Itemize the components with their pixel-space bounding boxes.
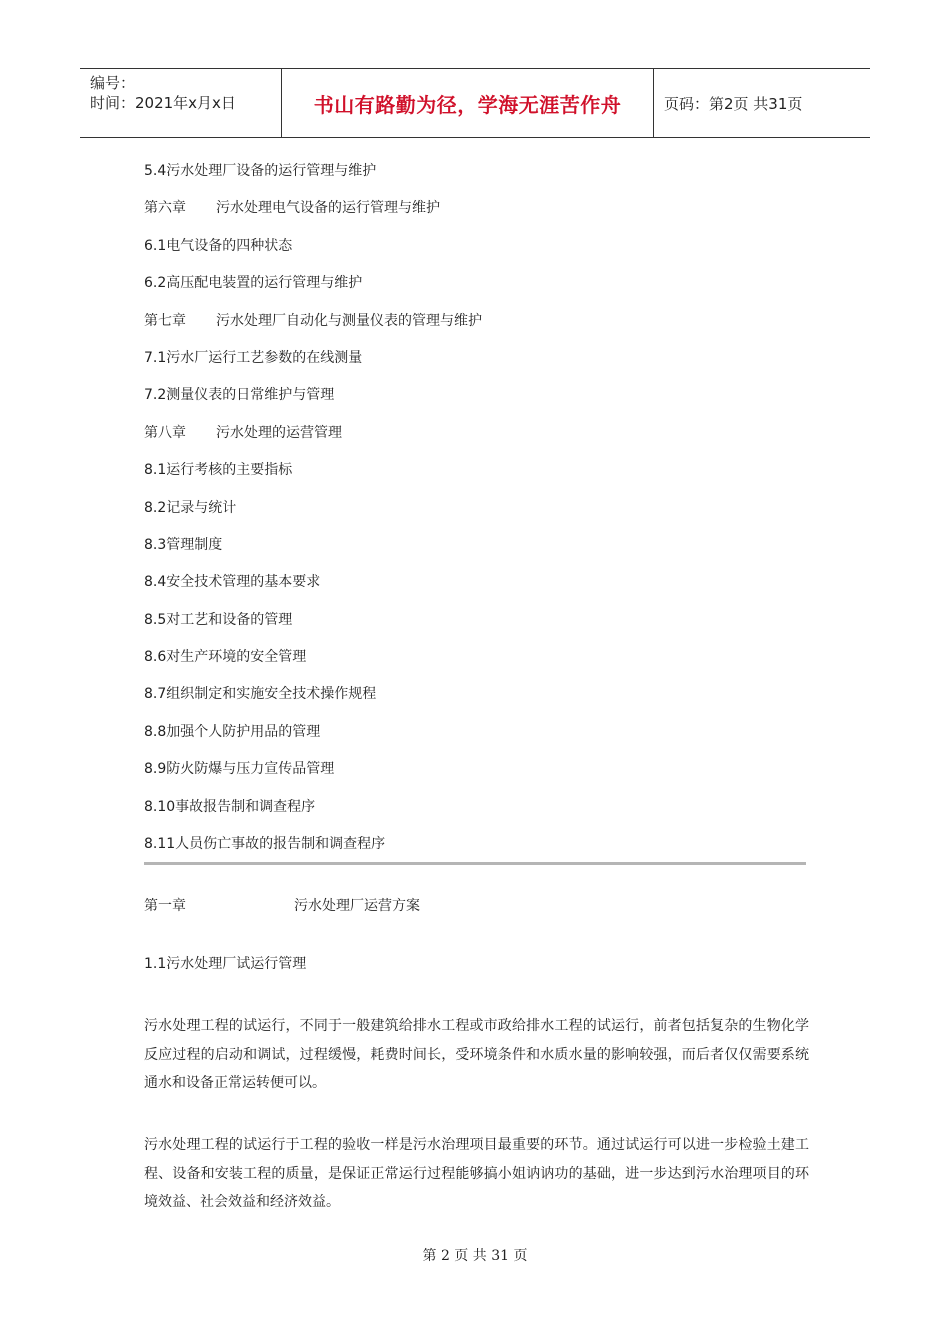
toc-item-text: 事故报告制和调查程序	[175, 798, 316, 815]
section-title: 污水处理厂试运行管理	[166, 956, 307, 972]
toc-item	[144, 570, 814, 607]
toc-item	[144, 608, 814, 645]
table-of-contents	[144, 159, 814, 869]
toc-item-text: 管理制度	[166, 536, 223, 553]
body-paragraph: 污水处理工程的试运行于工程的验收一样是污水治理项目最重要的环节。通过试运行可以进一步检验土建工程、设备和安装工程的质量，是保证正常运行过程能够搞小姐讷讷功的基础，进一步达到污水治理项目的环境效益、社会效益和经济效益。	[144, 1137, 809, 1210]
toc-item	[144, 383, 814, 420]
toc-item-number: 7.2	[144, 387, 167, 404]
toc-item-number: 8.10	[144, 798, 176, 815]
toc-chapter-label: 第八章	[144, 424, 186, 441]
toc-item-number: 8.9	[144, 761, 167, 778]
toc-item-text: 对生产环境的安全管理	[166, 649, 307, 666]
header-page-info: 页码：第2页 共31页	[664, 94, 803, 113]
toc-chapter-label: 第六章	[144, 200, 186, 217]
toc-item-text: 运行考核的主要指标	[166, 462, 293, 479]
toc-item-number: 8.5	[144, 611, 167, 628]
toc-item	[144, 533, 814, 570]
toc-item	[144, 795, 814, 832]
chapter-title: 污水处理厂运营方案	[294, 898, 420, 914]
toc-chapter	[144, 421, 814, 458]
toc-item-text: 高压配电装置的运行管理与维护	[166, 275, 363, 292]
toc-item-number: 8.3	[144, 536, 167, 553]
toc-item	[144, 720, 814, 757]
toc-item	[144, 645, 814, 682]
toc-chapter-label: 第七章	[144, 312, 186, 329]
toc-item-number: 8.11	[144, 836, 176, 853]
toc-item	[144, 458, 814, 495]
page-footer: 第 2 页 共 31 页	[422, 1248, 528, 1264]
toc-item-text: 记录与统计	[166, 499, 237, 516]
toc-item	[144, 346, 814, 383]
toc-item-number: 7.1	[144, 349, 167, 366]
toc-item-number: 5.4	[144, 163, 167, 179]
toc-item	[144, 271, 814, 308]
toc-item-number: 8.6	[144, 649, 167, 666]
toc-item-number: 8.7	[144, 686, 167, 703]
toc-item	[144, 757, 814, 794]
page-header	[80, 68, 870, 138]
toc-item-text: 组织制定和实施安全技术操作规程	[166, 686, 377, 703]
toc-item-text: 人员伤亡事故的报告制和调查程序	[175, 836, 386, 853]
toc-item-text: 污水厂运行工艺参数的在线测量	[166, 349, 363, 366]
chapter-label: 第一章	[144, 898, 186, 914]
toc-chapter-title: 污水处理的运营管理	[216, 424, 342, 441]
serial-label: 编号：	[90, 74, 136, 92]
toc-item-text: 测量仪表的日常维护与管理	[166, 387, 335, 404]
toc-item-text: 污水处理厂设备的运行管理与维护	[166, 163, 377, 179]
toc-item-number: 8.2	[144, 499, 167, 516]
section-heading	[144, 953, 809, 973]
toc-item-number: 8.8	[144, 723, 167, 740]
toc-item	[144, 159, 814, 196]
toc-chapter-title: 污水处理电气设备的运行管理与维护	[216, 200, 440, 217]
toc-item	[144, 682, 814, 719]
toc-item-number: 6.1	[144, 237, 167, 254]
toc-item-number: 8.1	[144, 462, 167, 479]
header-meta	[80, 69, 282, 137]
header-motto: 书山有路勤为径，学海无涯苦作舟	[282, 69, 654, 137]
toc-item-text: 安全技术管理的基本要求	[166, 574, 321, 591]
toc-chapter	[144, 309, 814, 346]
chapter-heading	[144, 895, 809, 915]
toc-item-text: 加强个人防护用品的管理	[166, 723, 321, 740]
section-divider	[144, 862, 806, 865]
section-number: 1.1	[144, 956, 167, 972]
toc-item-number: 8.4	[144, 574, 167, 591]
toc-item-number: 6.2	[144, 275, 167, 292]
toc-item-text: 电气设备的四种状态	[166, 237, 293, 254]
toc-chapter-title: 污水处理厂自动化与测量仪表的管理与维护	[216, 312, 482, 329]
date-label: 时间：2021年x月x日	[90, 94, 236, 112]
toc-item-text: 对工艺和设备的管理	[166, 611, 293, 628]
toc-item	[144, 234, 814, 271]
toc-item	[144, 496, 814, 533]
toc-chapter	[144, 196, 814, 233]
body-paragraph: 污水处理工程的试运行，不同于一般建筑给排水工程或市政给排水工程的试运行，前者包括复杂的生物化学反应过程的启动和调试，过程缓慢，耗费时间长，受环境条件和水质水量的影响较强，而后者仅仅需要系统通水和设备正常运转便可以。	[144, 1018, 809, 1091]
toc-item-text: 防火防爆与压力宣传品管理	[166, 761, 335, 778]
